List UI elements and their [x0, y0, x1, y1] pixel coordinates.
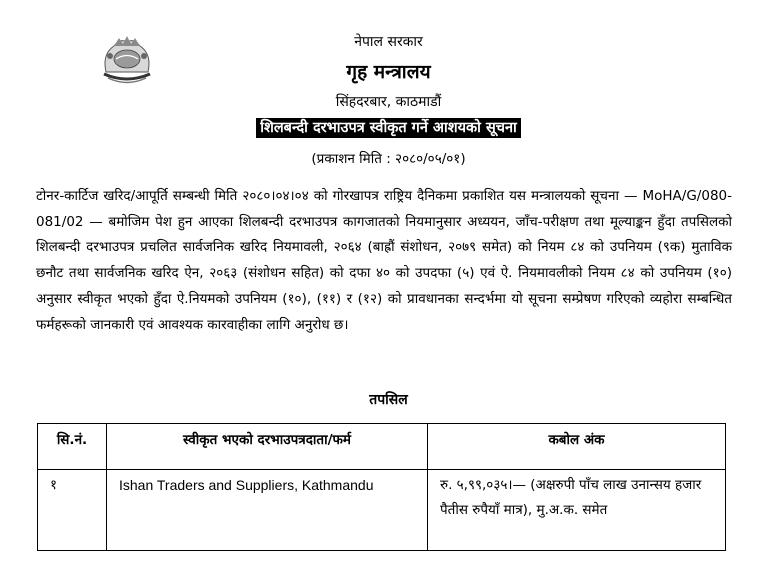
- serial-number-cell: १: [38, 470, 107, 551]
- firm-name-cell: Ishan Traders and Suppliers, Kathmandu: [107, 470, 428, 551]
- approved-bidder-table: [37, 423, 726, 551]
- notice-paragraph: टोनर-कार्टिज खरिद/आपूर्ति सम्बन्धी मिति २०८०।०४।०४ को गोरखापत्र राष्ट्रिय दैनिकमा प्रकाशित यस मन्त्रालयको सूचना — MoHA/G/080-081/02 — बमोजिम पेश हुन आएका शिलबन्दी दरभाउपत्र कागजातको नियमानुसार अध्ययन, जाँच-परीक्षण तथा मूल्याङ्कन हुँदा तपसिलको शिलबन्दी दरभाउपत्र प्रचलित सार्वजनिक खरिद नियमावली, २०६४ (बाह्रौं संशोधन, २०७९ समेत) को नियम ८४ को उपनियम (९क) मुताविक छनौट तथा सार्वजनिक खरिद ऐन, २०६३ (संशोधन सहित) को दफा ४० को उपदफा (५) एवं ऐ. नियमावलीको नियम ८४ को उपनियम (१०) अनुसार स्वीकृत भएको हुँदा ऐ.नियमको उपनियम (१०), (११) र (१२) को प्रावधानका सन्दर्भमा यो सूचना सम्प्रेषण गरिएको व्यहोरा सम्बन्धित फर्महरूको जानकारी एवं आवश्यक कारवाहीका लागि अनुरोध छ।: [36, 188, 732, 333]
- column-header-firm: स्वीकृत भएको दरभाउपत्रदाता/फर्म: [107, 424, 428, 470]
- table-row: [38, 470, 726, 551]
- column-header-serial: सि.नं.: [38, 424, 107, 470]
- details-heading: तपसिल: [369, 392, 408, 408]
- bid-amount-cell: रु. ५,९९,०३५।— (अक्षरुपी पाँच लाख उनान्सय हजार पैतीस रुपैयाँ मात्र), मु.अ.क. समेत: [428, 470, 726, 551]
- table-header-row: [38, 424, 726, 470]
- notice-title: शिलबन्दी दरभाउपत्र स्वीकृत गर्ने आशयको सूचना: [256, 118, 521, 138]
- ministry-name: गृह मन्त्रालय: [346, 61, 431, 83]
- notice-title-wrapper: [0, 117, 777, 137]
- publication-date: (प्रकाशन मिति : २०८०/०५/०१): [311, 151, 466, 167]
- government-name: नेपाल सरकार: [354, 34, 423, 50]
- column-header-amount: कबोल अंक: [428, 424, 726, 470]
- ministry-location: सिंहदरबार, काठमाडौं: [335, 94, 442, 110]
